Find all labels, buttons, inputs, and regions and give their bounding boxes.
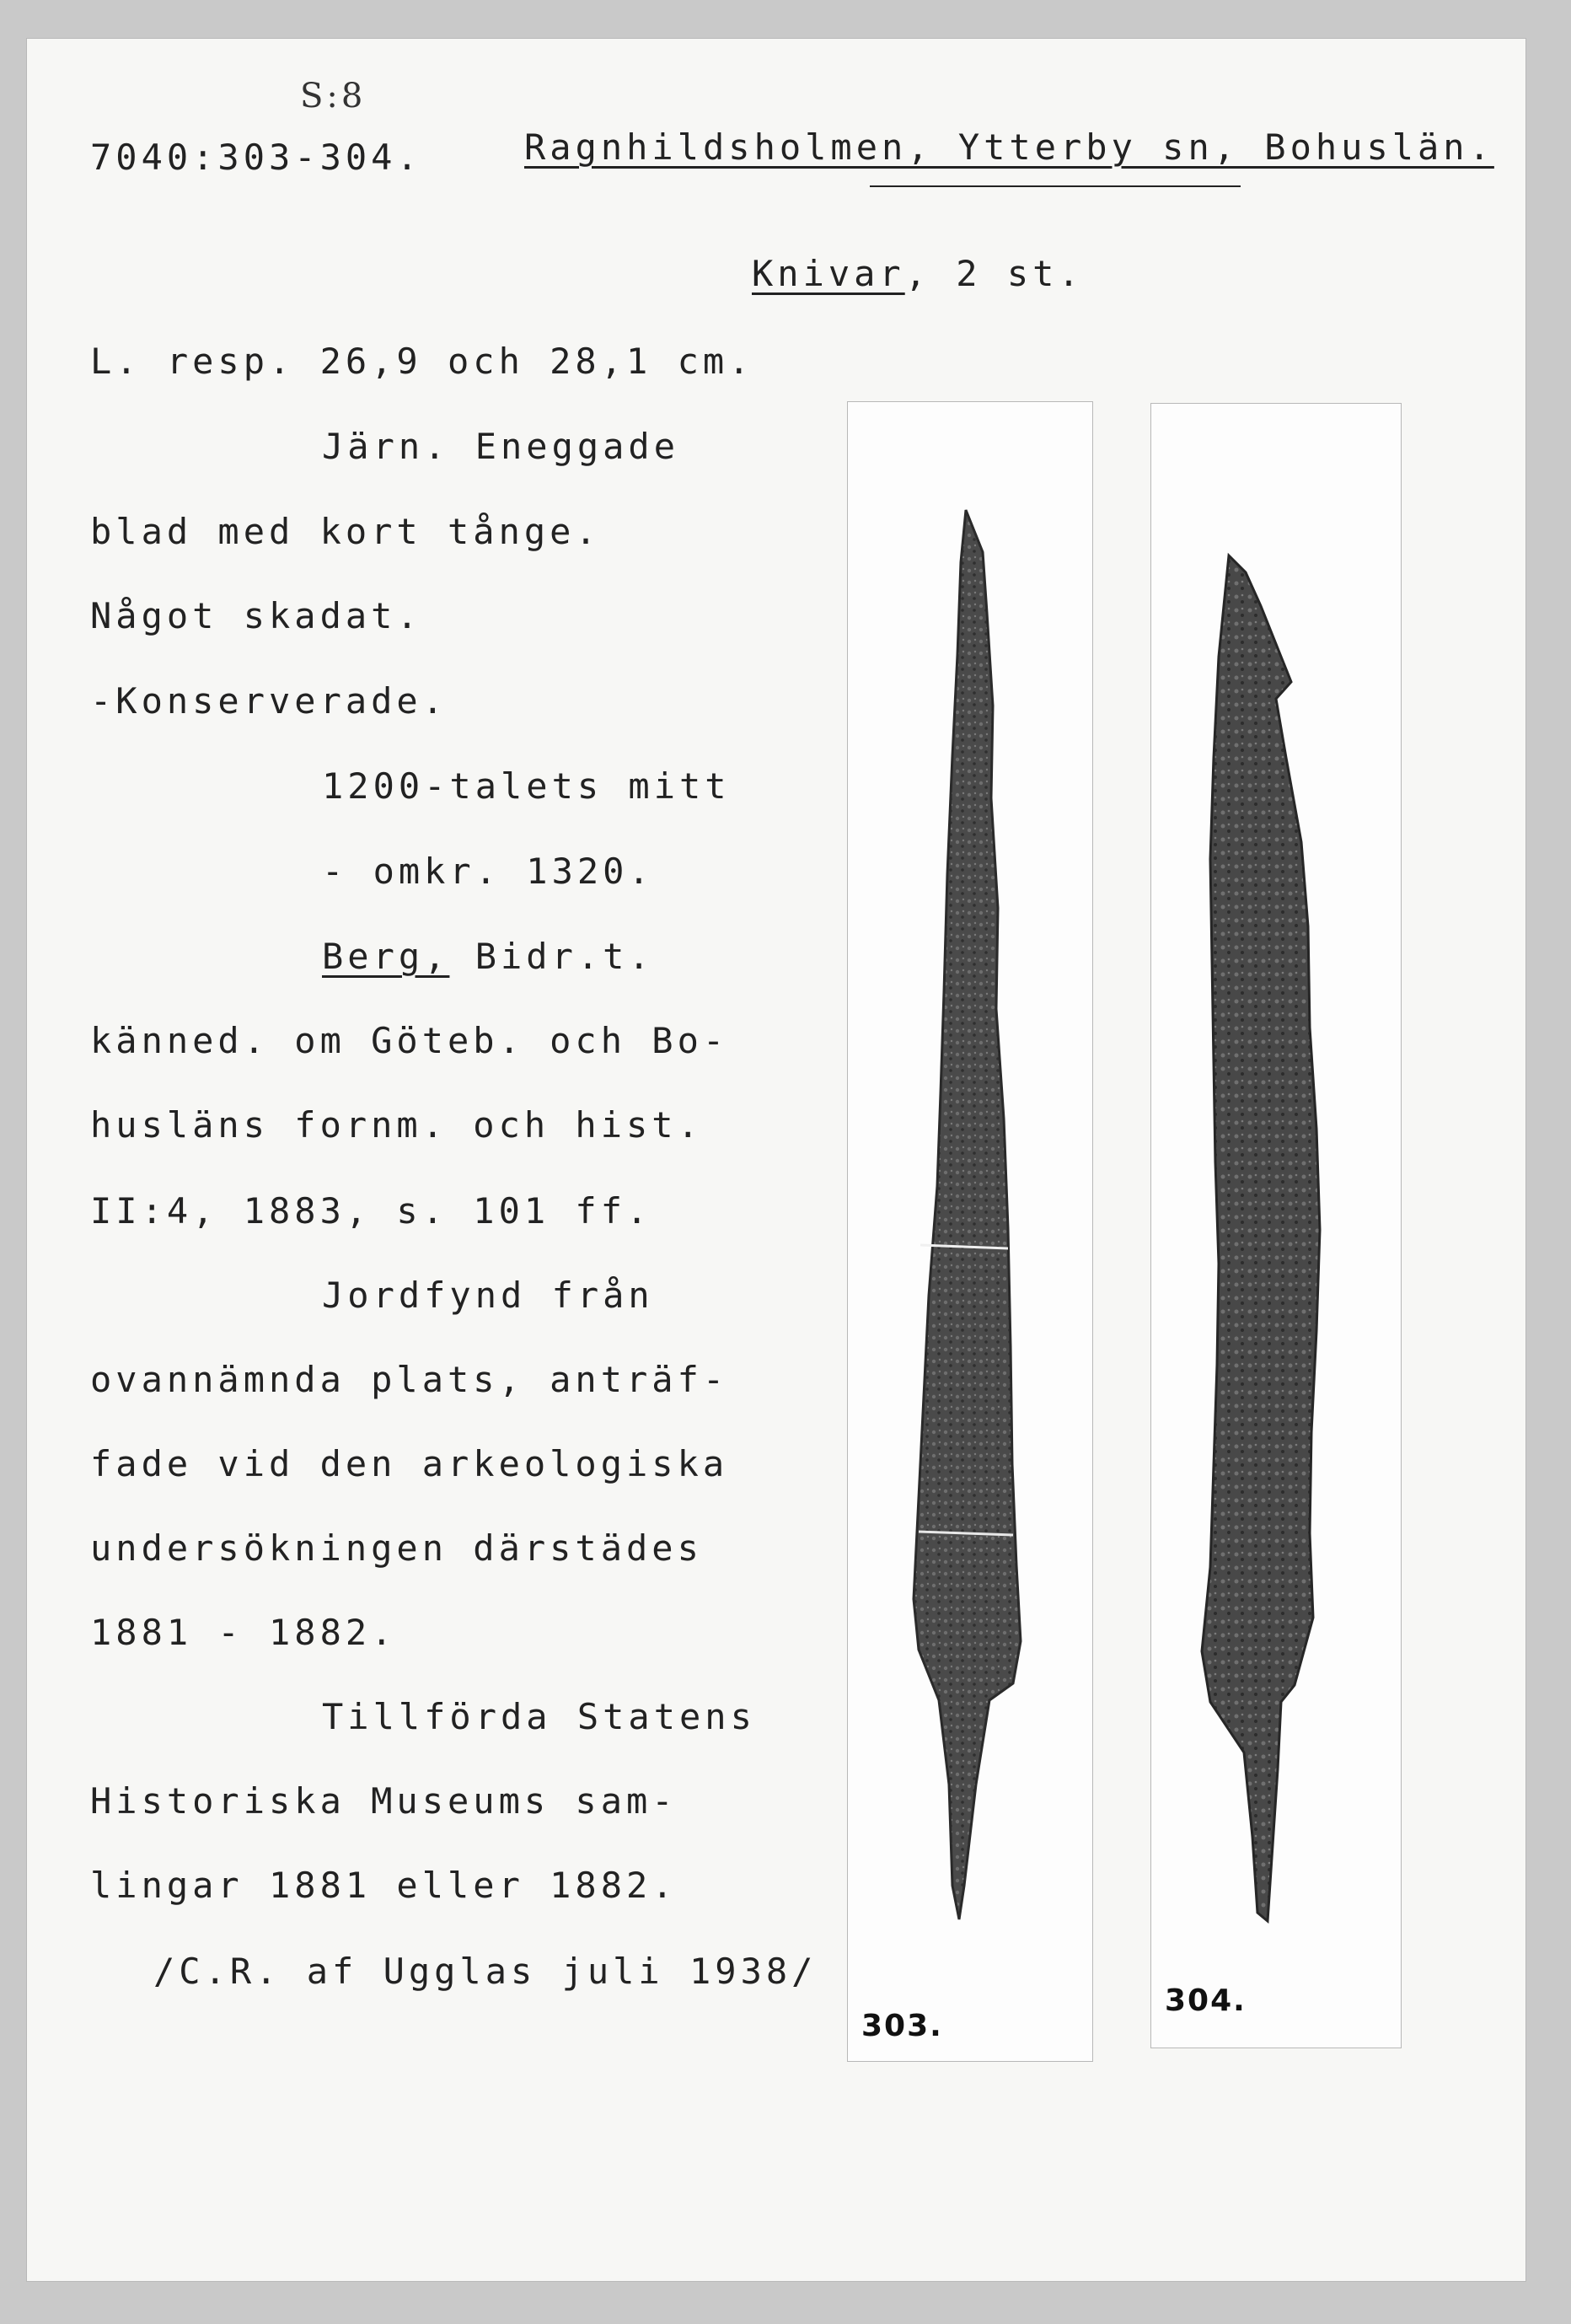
find-line-4: undersökningen därstädes: [90, 1527, 703, 1569]
photo-label-303: 303.: [861, 2009, 943, 2043]
find-line-2: ovannämnda plats, anträf-: [90, 1359, 729, 1400]
dimensions-text: L. resp. 26,9 och 28,1 cm.: [90, 341, 754, 382]
provenance-line-3: lingar 1881 eller 1882.: [90, 1865, 678, 1906]
condition-text: Något skadat.: [90, 595, 422, 636]
object-heading: [752, 253, 1084, 294]
handwritten-reference: S:8: [300, 77, 367, 115]
material-text: Järn. Eneggade: [322, 426, 680, 467]
signature: /C.R. af Ugglas juli 1938/: [153, 1951, 818, 1992]
photo-label-304: 304.: [1165, 1983, 1247, 2018]
photo-knife-304: [1150, 403, 1402, 2048]
conservation-text: -Konserverade.: [90, 680, 448, 722]
object-count: , 2 st.: [904, 253, 1084, 294]
reference-author: Berg,: [322, 936, 450, 977]
reference-line-4: II:4, 1883, s. 101 ff.: [90, 1190, 652, 1232]
provenance-line-2: Historiska Museums sam-: [90, 1780, 678, 1822]
find-line-5: 1881 - 1882.: [90, 1612, 397, 1653]
dating-text: 1200-talets mitt: [322, 765, 731, 807]
provenance-line-1: Tillförda Statens: [322, 1696, 756, 1737]
dating-text-2: - omkr. 1320.: [322, 851, 654, 892]
catalog-number: 7040:303-304.: [90, 137, 422, 178]
object-title: Knivar: [752, 253, 905, 294]
find-line-3: fade vid den arkeologiska: [90, 1443, 729, 1484]
reference-title-start: Bidr.t.: [449, 936, 654, 977]
find-line-1: Jordfynd från: [322, 1275, 654, 1316]
reference-line-1: [322, 936, 654, 977]
location-double-underline: [870, 185, 1241, 187]
reference-line-3: husläns fornm. och hist.: [90, 1104, 703, 1146]
catalog-card: [27, 39, 1525, 2281]
knife-304-image: [1151, 404, 1401, 2048]
find-location: Ragnhildsholmen, Ytterby sn, Bohuslän.: [524, 126, 1494, 168]
photo-knife-303: [847, 401, 1093, 2062]
description-text: blad med kort tånge.: [90, 511, 601, 552]
knife-303-image: [848, 402, 1092, 2061]
reference-line-2: känned. om Göteb. och Bo-: [90, 1020, 729, 1061]
